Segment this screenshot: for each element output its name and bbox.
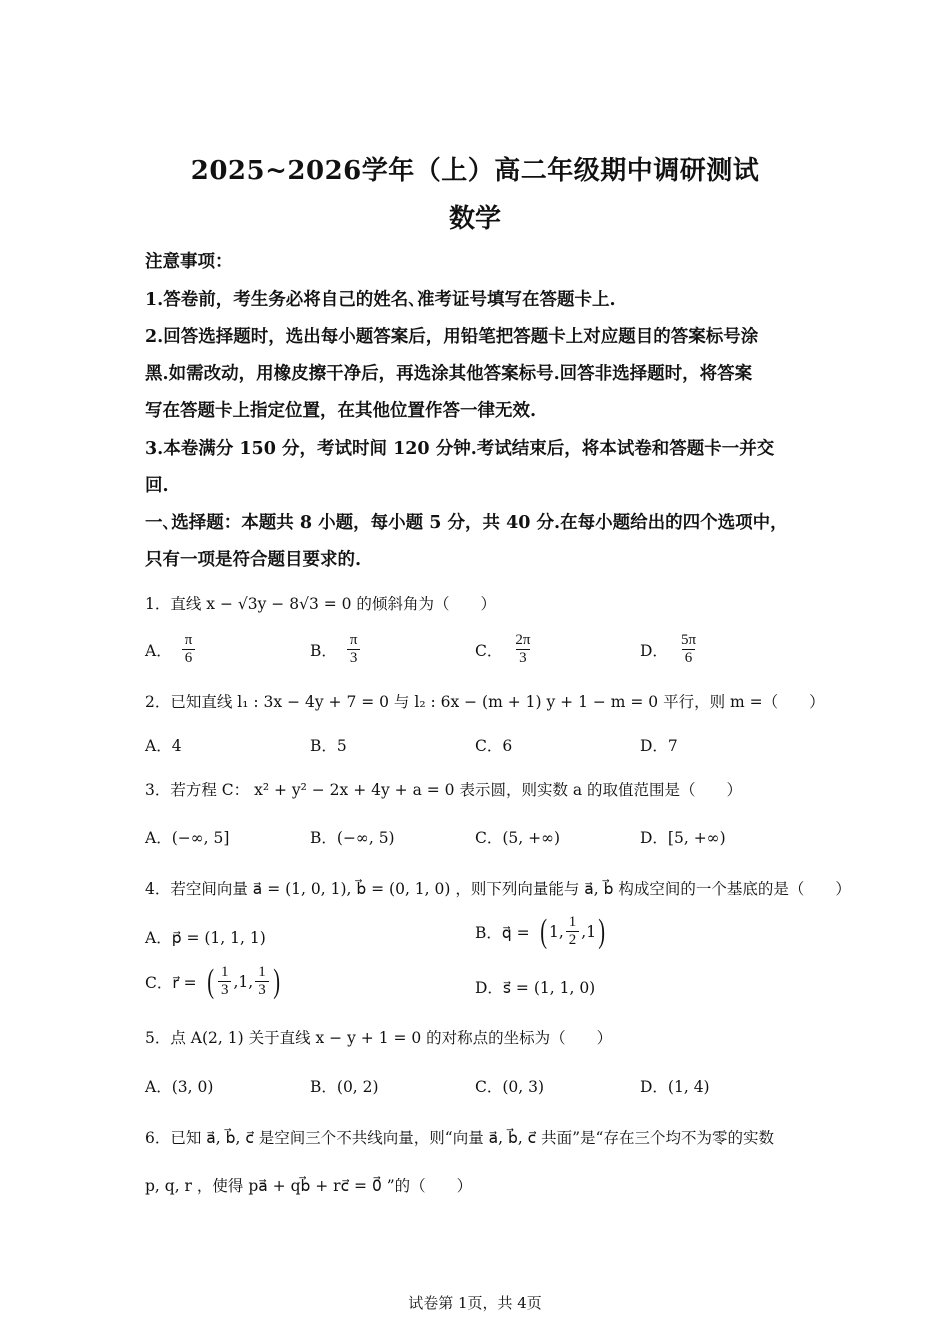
question-3-option-d: D．[5, +∞) [640,829,726,847]
question-2-option-c: C．6 [475,737,513,755]
question-6-stem-line-2: p, q, r ，使得 pa⃗ + qb⃗ + rc⃗ = 0⃗ ”的（ ） [145,1177,473,1195]
question-2-option-a: A．4 [145,737,182,755]
fraction: $\frac{\pi}{3}$ [347,632,361,668]
question-1-option-d: D． $\frac{5\pi}{6}$ [640,632,701,668]
notice-heading: 注意事项： [145,252,233,272]
question-4-option-b: B．q⃗ = ( 1, $\frac{1}{2}$ ,1 ) [475,912,606,950]
question-5-stem: 5．点 A(2, 1) 关于直线 x − y + 1 = 0 的对称点的坐标为（ ） [145,1029,613,1047]
question-5-option-b: B．(0, 2) [310,1078,379,1096]
question-4-option-d: D．s⃗ = (1, 1, 0) [475,979,596,997]
fraction: $\frac{\pi}{6}$ [182,632,196,668]
question-1-option-a: A． $\frac{\pi}{6}$ [145,632,197,668]
fraction: $\frac{5\pi}{6}$ [680,632,697,667]
question-2-option-d: D．7 [640,737,678,755]
question-3-option-b: B．(−∞, 5) [310,829,395,847]
section-heading-line-1: 一､选择题：本题共 8 小题，每小题 5 分，共 40 分.在每小题给出的四个选项中， [145,513,788,533]
fraction: $\frac{2\pi}{3}$ [515,632,531,667]
question-3-option-a: A．(−∞, 5] [145,829,230,847]
fraction: $\frac{1}{3}$ [255,964,269,1000]
question-1-option-b: B． $\frac{\pi}{3}$ [310,632,362,668]
question-2-stem: 2．已知直线 l₁ : 3x − 4y + 7 = 0 与 l₂ : 6x − (m + 1) y + 1 − m = 0 平行，则 m =（ ） [145,693,825,711]
question-4-option-a: A．p⃗ = (1, 1, 1) [145,929,266,947]
notice-item-2-line-2: 黑.如需改动，用橡皮擦干净后，再选涂其他答案标号.回答非选择题时，将答案 [145,364,753,384]
question-4-option-c: C．r⃗ = ( $\frac{1}{3}$ ,1, $\frac{1}{3}$ ) [145,962,280,1000]
question-1-stem: 1．直线 x − √3y − 8√3 = 0 的倾斜角为（ ） [145,595,496,613]
notice-item-3-line-2: 回. [145,476,169,496]
question-6-stem-line-1: 6．已知 a⃗, b⃗, c⃗ 是空间三个不共线向量，则“向量 a⃗, b⃗, c⃗ 共面”是“存在三个均不为零的实数 [145,1129,774,1147]
section-heading-line-2: 只有一项是符合题目要求的. [145,550,362,570]
question-4-stem: 4．若空间向量 a⃗ = (1, 0, 1), b⃗ = (0, 1, 0) ，则下列向量能与 a⃗, b⃗ 构成空间的一个基底的是（ ） [145,880,851,898]
question-3-stem: 3．若方程 C： x² + y² − 2x + 4y + a = 0 表示圆，则实数 a 的取值范围是（ ） [145,781,743,799]
page-footer: 试卷第 1页，共 4页 [408,1294,542,1312]
notice-item-1: 1.答卷前，考生务必将自己的姓名､准考证号填写在答题卡上. [145,290,616,310]
fraction: $\frac{1}{3}$ [218,964,232,1000]
notice-item-3-line-1: 3.本卷满分 150 分，考试时间 120 分钟.考试结束后，将本试卷和答题卡一并交 [145,439,775,459]
notice-item-2-line-1: 2.回答选择题时，选出每小题答案后，用铅笔把答题卡上对应题目的答案标号涂 [145,327,759,347]
exam-title: 2025~2026学年（上）高二年级期中调研测试 [190,156,760,186]
question-1-option-c: C． $\frac{2\pi}{3}$ [475,632,535,668]
question-5-option-c: C．(0, 3) [475,1078,545,1096]
question-5-option-d: D．(1, 4) [640,1078,710,1096]
exam-subject: 数学 [448,204,501,234]
question-5-option-a: A．(3, 0) [145,1078,214,1096]
notice-item-2-line-3: 写在答题卡上指定位置，在其他位置作答一律无效. [145,401,537,421]
question-2-option-b: B．5 [310,737,347,755]
fraction: $\frac{1}{2}$ [566,914,580,950]
question-3-option-c: C．(5, +∞) [475,829,561,847]
